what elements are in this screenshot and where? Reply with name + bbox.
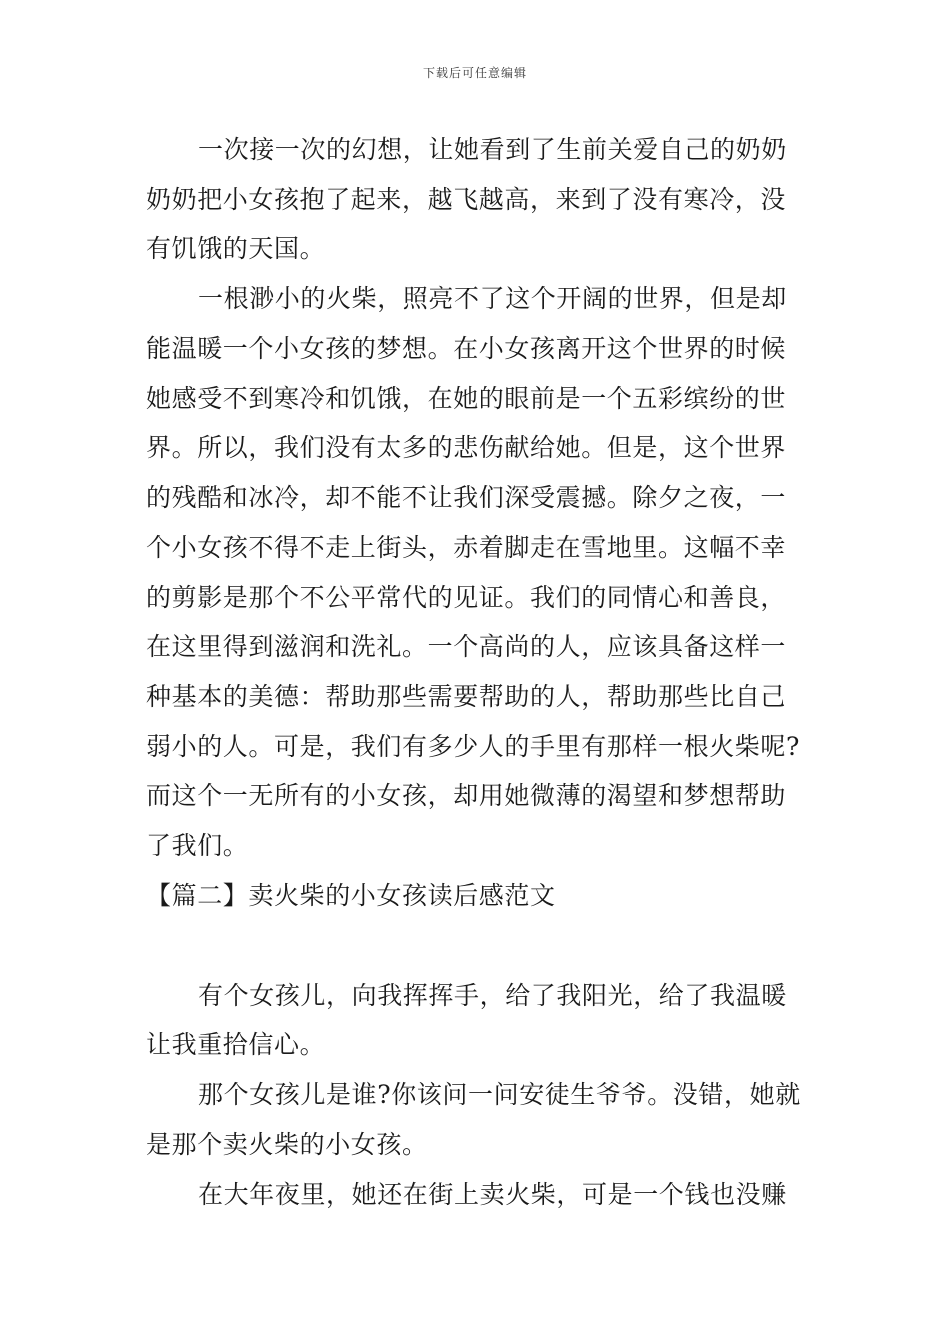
paragraph-line: 有个女孩儿，向我挥挥手，给了我阳光，给了我温暖 (198, 981, 787, 1010)
paragraph-line: 弱小的人。可是，我们有多少人的手里有那样一根火柴呢? (146, 732, 801, 761)
paragraph-line: 那个女孩儿是谁?你该问一问安徒生爷爷。没错，她就 (198, 1080, 801, 1109)
paragraph-line: 让我重拾信心。 (146, 1030, 326, 1059)
paragraph-line: 一根渺小的火柴，照亮不了这个开阔的世界，但是却 (198, 284, 787, 313)
paragraph-line: 有饥饿的天国。 (146, 234, 326, 263)
paragraph-line: 在大年夜里，她还在街上卖火柴，可是一个钱也没赚 (198, 1180, 787, 1209)
paragraph-line: 她感受不到寒冷和饥饿，在她的眼前是一个五彩缤纷的世 (146, 384, 787, 413)
section-heading: 【篇二】卖火柴的小女孩读后感范文 (146, 881, 556, 910)
paragraph-line: 在这里得到滋润和洗礼。一个高尚的人，应该具备这样一 (146, 632, 787, 661)
header-note: 下载后可任意编辑 (422, 66, 527, 80)
paragraph-line: 是那个卖火柴的小女孩。 (146, 1130, 428, 1159)
paragraph-line: 一次接一次的幻想，让她看到了生前关爱自己的奶奶 (198, 135, 787, 164)
paragraph-line: 个小女孩不得不走上街头，赤着脚走在雪地里。这幅不幸 (146, 533, 787, 562)
paragraph-line: 了我们。 (146, 831, 249, 860)
paragraph-line: 种基本的美德：帮助那些需要帮助的人，帮助那些比自己 (146, 682, 787, 711)
paragraph-line: 而这个一无所有的小女孩，却用她微薄的渴望和梦想帮助 (146, 781, 787, 810)
paragraph-line: 能温暖一个小女孩的梦想。在小女孩离开这个世界的时候 (146, 334, 787, 363)
paragraph-line: 的剪影是那个不公平常代的见证。我们的同情心和善良， (146, 583, 787, 612)
paragraph-line: 的残酷和冰冷，却不能不让我们深受震撼。除夕之夜，一 (146, 483, 787, 512)
paragraph-line: 奶奶把小女孩抱了起来，越飞越高，来到了没有寒冷，没 (146, 185, 787, 214)
paragraph-line: 界。所以，我们没有太多的悲伤献给她。但是，这个世界 (146, 433, 787, 462)
